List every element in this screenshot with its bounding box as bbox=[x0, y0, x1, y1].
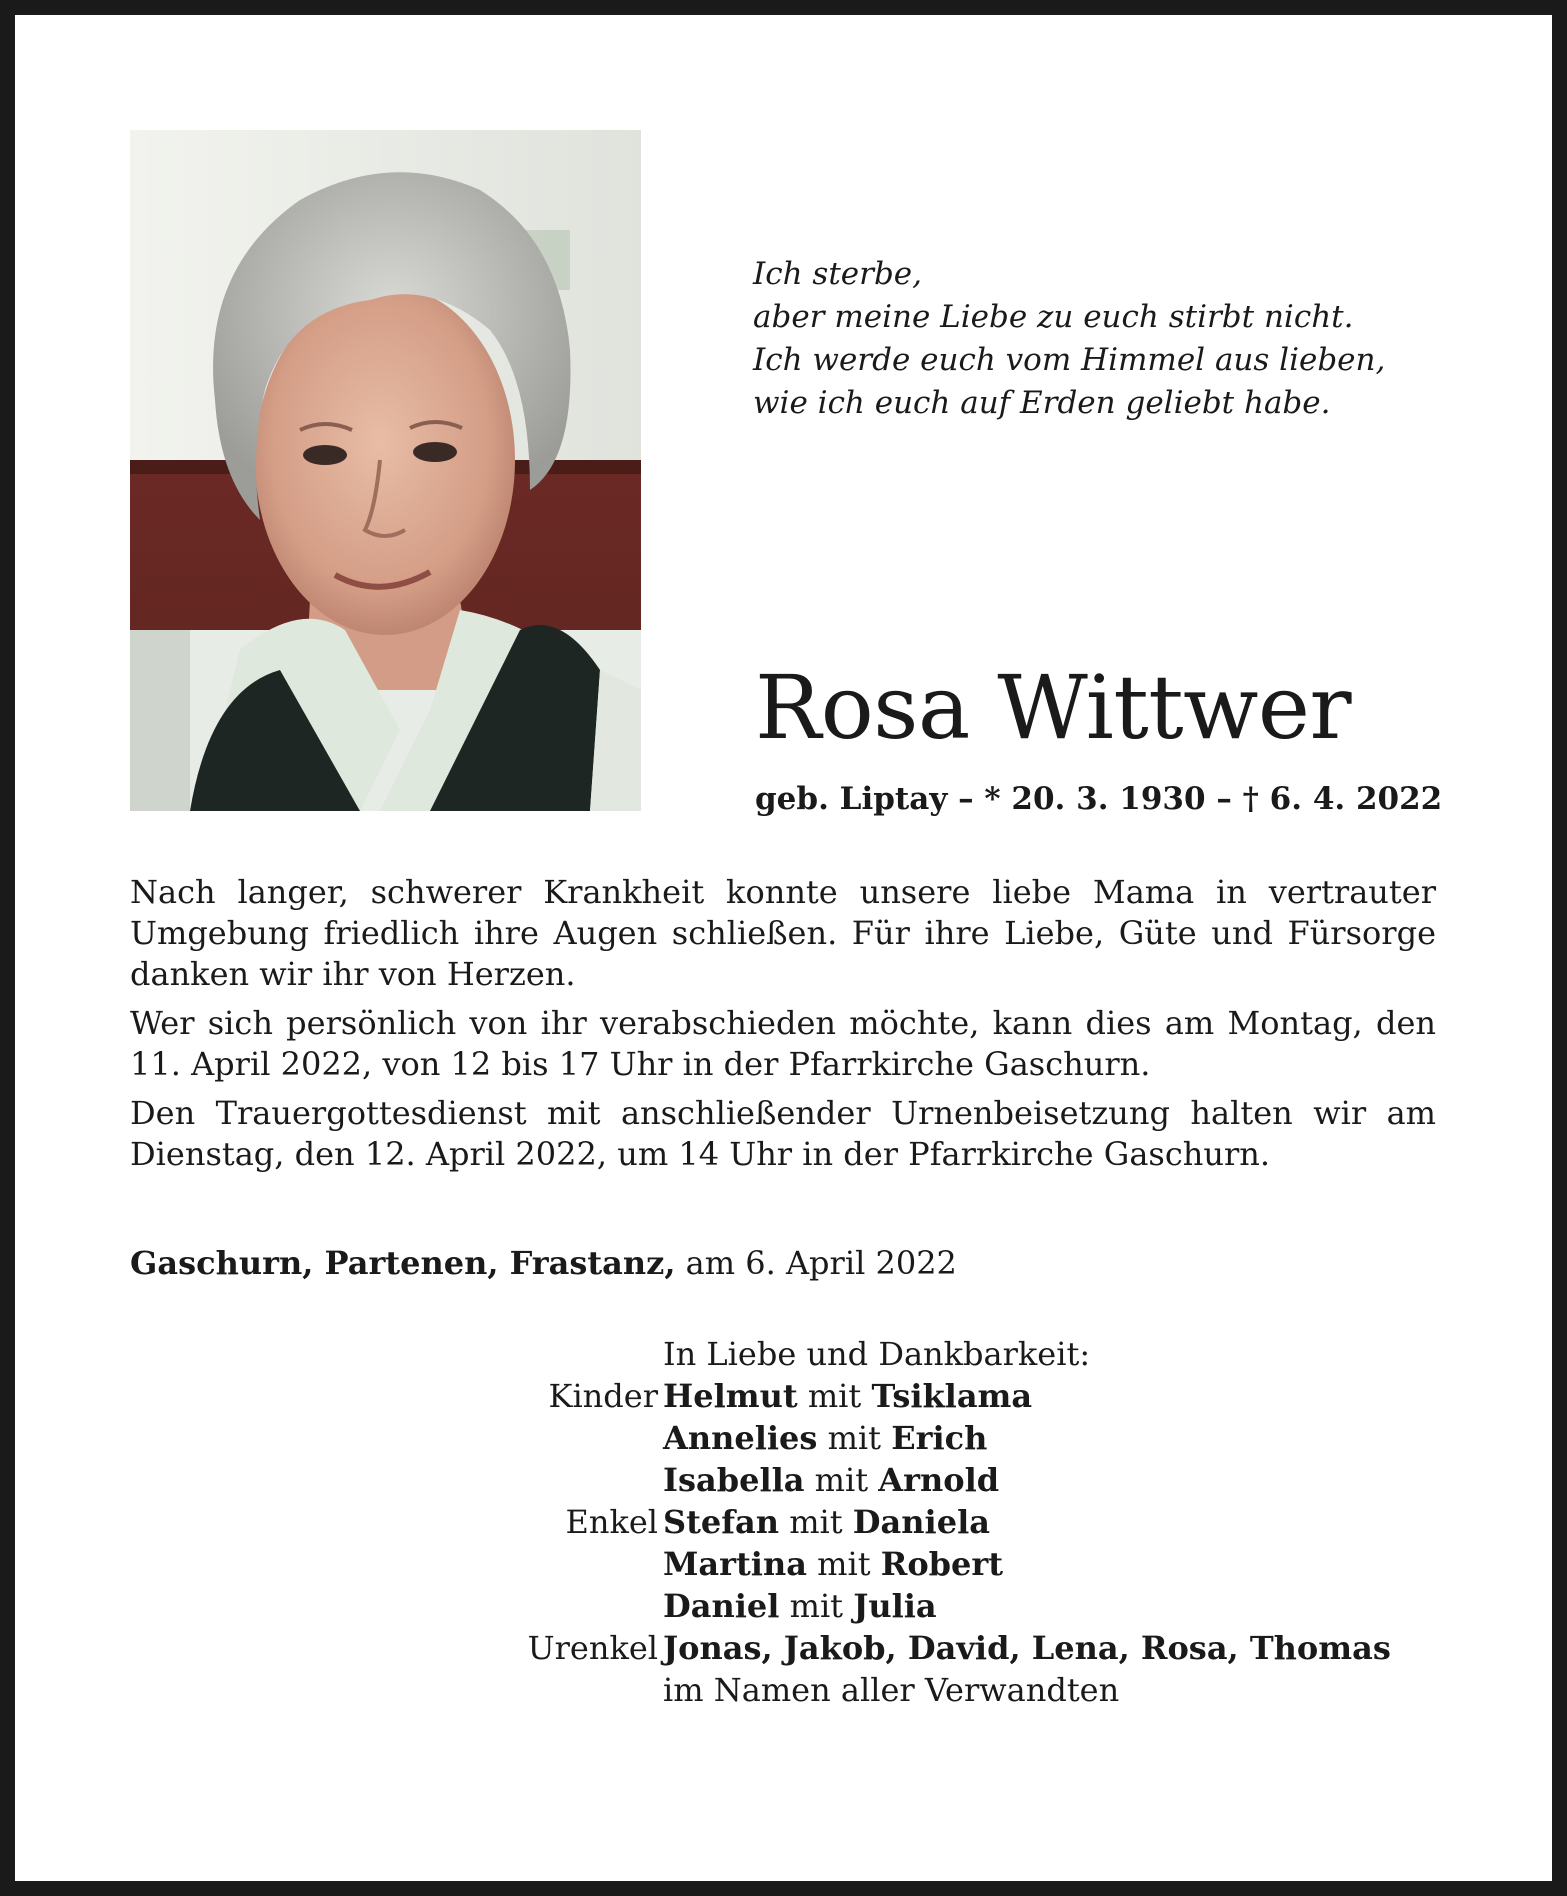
relative-name: Annelies bbox=[663, 1419, 818, 1457]
connector: mit bbox=[789, 1503, 843, 1541]
verse-line: Ich werde euch vom Himmel aus lieben, bbox=[753, 342, 1386, 378]
family-intro-row bbox=[400, 1333, 1460, 1375]
body-paragraph: Nach langer, schwerer Krankheit konnte unsere liebe Mama in vertrauter Umgebung friedlich ihre Augen schließen. Für ihre Liebe, Güte und Fürsorge danken wir ihr von Herzen. bbox=[130, 873, 1436, 993]
body-paragraph: Wer sich persönlich von ihr verabschieden möchte, kann dies am Montag, den 11. April 2022, von 12 bis 17 Uhr in der Pfarrkirche Gaschurn. bbox=[130, 1004, 1436, 1083]
family-list bbox=[400, 1333, 1460, 1711]
relative-name: Erich bbox=[891, 1419, 988, 1457]
connector: mit bbox=[789, 1587, 844, 1625]
relative-name: Robert bbox=[880, 1545, 1004, 1583]
connector: mit bbox=[827, 1419, 882, 1457]
deceased-name: Rosa Wittwer bbox=[755, 656, 1352, 759]
family-row bbox=[400, 1543, 1460, 1585]
family-closing: im Namen aller Verwandten bbox=[663, 1671, 1120, 1709]
connector: mit bbox=[814, 1461, 869, 1499]
group-label-enkel: Enkel bbox=[565, 1503, 658, 1541]
relative-name: Martina bbox=[663, 1545, 807, 1583]
family-row bbox=[400, 1375, 1460, 1417]
family-row bbox=[400, 1501, 1460, 1543]
family-closing-row bbox=[400, 1669, 1460, 1711]
relative-name: Helmut bbox=[663, 1377, 798, 1415]
connector: mit bbox=[817, 1545, 871, 1583]
announcement-date: am 6. April 2022 bbox=[685, 1244, 957, 1282]
family-intro: In Liebe und Dankbarkeit: bbox=[663, 1335, 1091, 1373]
relative-name: Arnold bbox=[878, 1461, 1000, 1499]
memorial-verse bbox=[753, 253, 1385, 425]
body-paragraph: Den Trauergottesdienst mit anschließender Urnenbeisetzung halten wir am Dienstag, den 12. April 2022, um 14 Uhr in der Pfarrkirche Gaschurn. bbox=[130, 1094, 1436, 1173]
relative-name: Daniel bbox=[663, 1587, 780, 1625]
portrait-photo bbox=[130, 130, 641, 811]
relative-name: Daniela bbox=[852, 1503, 990, 1541]
places: Gaschurn, Partenen, Frastanz, bbox=[130, 1244, 676, 1282]
family-row bbox=[400, 1417, 1460, 1459]
verse-line: wie ich euch auf Erden geliebt habe. bbox=[753, 385, 1331, 421]
relative-name: Julia bbox=[853, 1587, 937, 1625]
announcement-text bbox=[130, 872, 1436, 1183]
group-label-urenkel: Urenkel bbox=[527, 1629, 658, 1667]
family-row bbox=[400, 1627, 1460, 1669]
relative-name: Stefan bbox=[663, 1503, 780, 1541]
connector: mit bbox=[807, 1377, 862, 1415]
verse-line: Ich sterbe, bbox=[753, 256, 923, 292]
relative-name: Isabella bbox=[663, 1461, 805, 1499]
verse-line: aber meine Liebe zu euch stirbt nicht. bbox=[753, 299, 1354, 335]
group-label-kinder: Kinder bbox=[548, 1377, 658, 1415]
family-row bbox=[400, 1459, 1460, 1501]
relative-names: Jonas, Jakob, David, Lena, Rosa, Thomas bbox=[663, 1629, 1391, 1667]
life-dates: geb. Liptay – * 20. 3. 1930 – † 6. 4. 2022 bbox=[755, 781, 1443, 817]
family-row bbox=[400, 1585, 1460, 1627]
relative-name: Tsiklama bbox=[871, 1377, 1033, 1415]
place-and-date bbox=[130, 1241, 957, 1285]
